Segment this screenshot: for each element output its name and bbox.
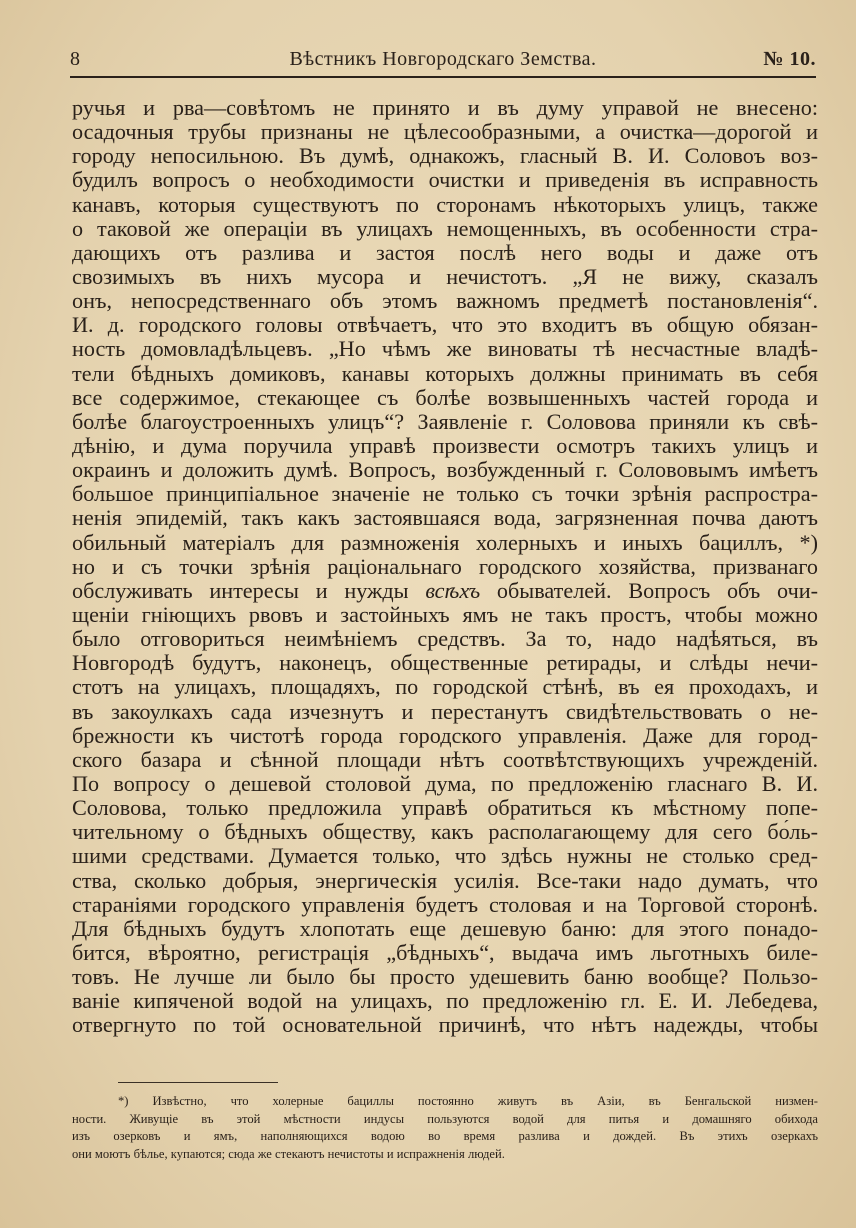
footnote-line: ности. Живущіе въ этой мѣстности индусы пользуются водой для питья и домашняго обихода [72,1111,818,1126]
body-line: обслуживать интересы и нужды всѣхъ обывателей. Вопросъ объ очи- [72,578,818,603]
page-number: 8 [70,48,81,70]
body-line: обильный матеріалъ для размноженія холерныхъ и иныхъ бациллъ, *) [72,530,818,555]
body-line: осадочныя трубы признаны не цѣлесообразными, а очистка—дорогой и [72,120,818,145]
body-line: И. д. городского головы отвѣчаетъ, что это входитъ въ общую обязан- [72,313,818,338]
body-line: ность домовладѣльцевъ. „Но чѣмъ же виноваты тѣ несчастные владѣ- [72,337,818,362]
footnote-line: *) Извѣстно, что холерные бациллы постоянно живутъ въ Азіи, въ Бенгальской низмен- [118,1094,818,1108]
body-line: все содержимое, стекающее съ болѣе возвышенныхъ частей города и [72,385,818,410]
body-line: болѣе благоустроенныхъ улицъ“? Заявленіе г. Соловова приняли къ свѣ- [72,409,818,434]
body-line: было отговориться неимѣніемъ средствъ. За то, надо надѣяться, въ [72,627,818,652]
running-header [70,48,816,74]
body-line: товъ. Не лучше ли было бы просто удешевить баню вообще? Пользо- [72,965,818,990]
body-line: Новгородѣ будутъ, наконецъ, общественные ретирады, и слѣды нечи- [72,651,818,676]
body-line: шими средствами. Думается только, что здѣсь нужны не столько сред- [72,844,818,869]
body-line: ваніе кипяченой водой на улицахъ, по предложенію гл. Е. И. Лебедева, [72,989,818,1014]
footnote-rule [118,1082,278,1083]
body-line: тели бѣдныхъ домиковъ, канавы которыхъ должны принимать въ себя [72,361,818,386]
article-body [72,96,818,1037]
body-line: ручья и рва—совѣтомъ не принято и въ думу управой не внесено: [72,96,818,120]
body-line: дающихъ отъ разлива и застоя послѣ него воды и даже отъ [72,240,818,265]
journal-title: Вѣстникъ Новгородскаго Земства. [289,48,597,70]
body-line: щеніи гніющихъ рвовъ и застойныхъ ямъ не такъ простъ, чтобы можно [72,602,818,627]
body-line: отвергнуто по той основательной причинѣ, что нѣтъ надежды, чтобы [72,1013,818,1038]
body-line: окраинъ и доложить думѣ. Вопросъ, возбужденный г. Солововымъ имѣетъ [72,458,818,483]
body-line: По вопросу о дешевой столовой дума, по предложенію гласнаго В. И. [72,771,818,796]
body-line: городу непосильною. Въ думѣ, однакожъ, гласный В. И. Соловоъ воз- [72,144,818,169]
body-line: стотъ на улицахъ, площадяхъ, по городской стѣнѣ, въ ея проходахъ, и [72,675,818,700]
body-line: чительному о бѣдныхъ обществу, какъ располагающему для сего бо́ль- [72,820,818,845]
header-rule [70,76,816,78]
body-line: свозимыхъ въ нихъ мусора и нечистотъ. „Я не вижу, сказалъ [72,264,818,289]
issue-number: № 10. [763,48,816,70]
body-line: онъ, непосредственнаго объ этомъ важномъ предметѣ постановленія“. [72,289,818,314]
body-line: ства, сколько добрыя, энергическія усилія. Все-таки надо думать, что [72,868,818,893]
body-line: въ закоулкахъ сада изчезнутъ и перестанутъ свидѣтельствовать о не- [72,699,818,724]
footnote-line: изъ озерковъ и ямъ, наполняющихся водою во время разлива и дождей. Въ этихъ озеркахъ [72,1129,818,1143]
footnote [72,1093,818,1163]
body-line: но и съ точки зрѣнія раціональнаго городского хозяйства, призванаго [72,554,818,579]
body-line: ненія эпидемій, такъ какъ застоявшаяся вода, загрязненная почва даютъ [72,506,818,531]
body-line: брежности къ чистотѣ города городского управленія. Даже для город- [72,723,818,748]
body-line: о таковой же операціи въ улицахъ немощенныхъ, въ особенности стра- [72,216,818,241]
body-line: канавъ, которыя существуютъ по сторонамъ нѣкоторыхъ улицъ, также [72,192,818,217]
footnote-line: они моютъ бѣлье, купаются; сюда же стекаютъ нечистоты и испражненія людей. [72,1146,505,1161]
body-line: ского базара и сѣнной площади нѣтъ соотвѣтствующихъ учрежденій. [72,747,818,772]
body-line: дѣнію, и дума поручила управѣ произвести осмотръ такихъ улицъ и [72,433,818,458]
body-line: Для бѣдныхъ будутъ хлопотать еще дешевую баню: для этого понадо- [72,916,818,941]
body-line: большое принципіальное значеніе не только съ точки зрѣнія распростра- [72,482,818,507]
body-line: Соловова, только предложила управѣ обратиться къ мѣстному попе- [72,796,818,821]
emphasis: всѣхъ [425,578,481,603]
body-line: стараніями городского управленія будетъ столовая и на Торговой сторонѣ. [72,892,818,917]
body-line: бится, вѣроятно, регистрація „бѣдныхъ“, выдача имъ льготныхъ биле- [72,940,818,965]
body-line: будилъ вопросъ о необходимости очистки и приведенія въ исправность [72,168,818,193]
